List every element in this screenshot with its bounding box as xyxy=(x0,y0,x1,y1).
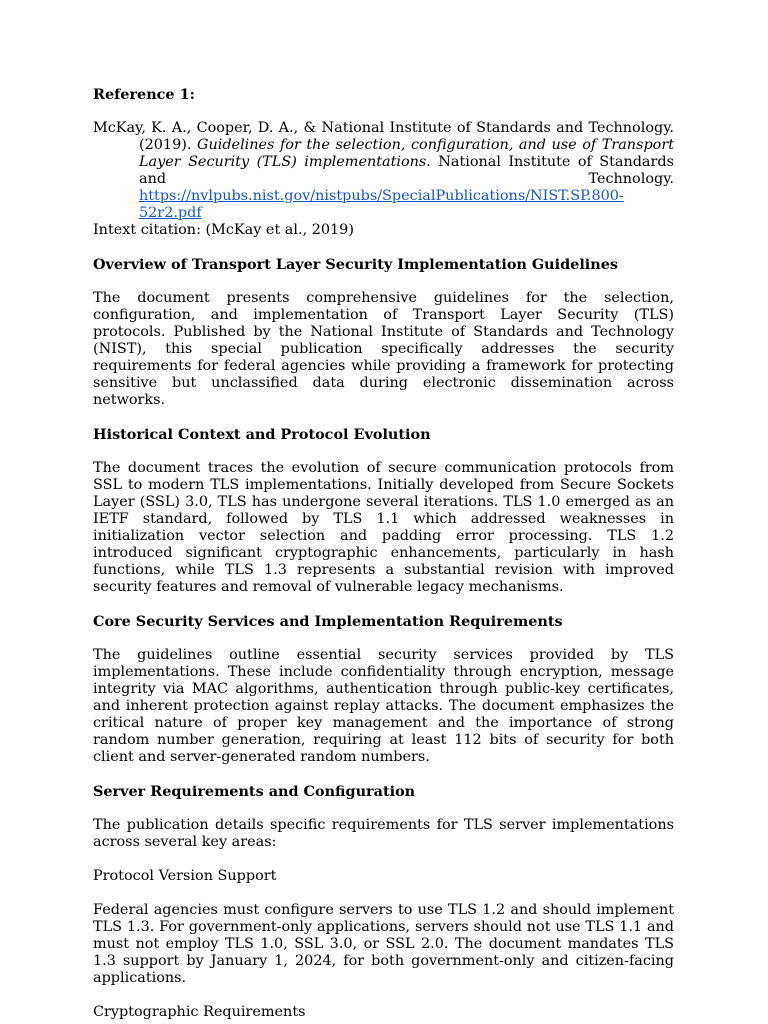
server-paragraph: The publication details specific requirements for TLS server implementations across several key areas: xyxy=(93,817,674,850)
overview-heading: Overview of Transport Layer Security Implementation Guidelines xyxy=(93,256,618,273)
reference-citation xyxy=(93,120,674,222)
history-heading: Historical Context and Protocol Evolution xyxy=(93,426,431,443)
document-page xyxy=(93,86,674,1021)
history-paragraph: The document traces the evolution of secure communication protocols from SSL to modern TLS implementations. Initially developed from Secure Sockets Layer (SSL) 3.0, TLS has undergone several iterations. TLS 1.0 emerged as an IETF standard, followed by TLS 1.1 which addressed weaknesses in initialization vector selection and padding error processing. TLS 1.2 introduced significant cryptographic enhancements, particularly in hash functions, while TLS 1.3 represents a substantial revision with improved security features and removal of vulnerable legacy mechanisms. xyxy=(93,460,674,595)
intext-citation: Intext citation: (McKay et al., 2019) xyxy=(93,222,354,238)
core-heading: Core Security Services and Implementation Requirements xyxy=(93,613,563,630)
reference-label: Reference 1: xyxy=(93,86,195,103)
reference-publisher: . National Institute of Standards and Technology. xyxy=(139,154,674,187)
server-heading: Server Requirements and Configuration xyxy=(93,783,416,800)
reference-title: Guidelines for the selection, configuration, and use of Transport Layer Security (TLS) implementations xyxy=(139,137,674,170)
overview-paragraph: The document presents comprehensive guidelines for the selection, configuration, and implementation of Transport Layer Security (TLS) protocols. Published by the National Institute of Standards and Technology (NIST), this special publication specifically addresses the security requirements for federal agencies while providing a framework for protecting sensitive but unclassified data during electronic dissemination across networks. xyxy=(93,290,674,408)
protocol-version-paragraph: Federal agencies must configure servers to use TLS 1.2 and should implement TLS 1.3. For government-only applications, servers should not use TLS 1.1 and must not employ TLS 1.0, SSL 3.0, or SSL 2.0. The document mandates TLS 1.3 support by January 1, 2024, for both government-only and citizen-facing applications. xyxy=(93,902,674,986)
reference-authors-year: McKay, K. A., Cooper, D. A., & National Institute of Standards and Technology. (2019). xyxy=(93,120,674,153)
protocol-version-subheading: Protocol Version Support xyxy=(93,868,277,884)
reference-url-link[interactable]: https://nvlpubs.nist.gov/nistpubs/SpecialPublications/NIST.SP.800-52r2.pdf xyxy=(139,188,624,221)
core-paragraph: The guidelines outline essential security services provided by TLS implementations. These include confidentiality through encryption, message integrity via MAC algorithms, authentication through public-key certificates, and inherent protection against replay attacks. The document emphasizes the critical nature of proper key management and the importance of strong random number generation, requiring at least 112 bits of security for both client and server-generated random numbers. xyxy=(93,647,674,765)
cryptographic-subheading: Cryptographic Requirements xyxy=(93,1004,306,1020)
